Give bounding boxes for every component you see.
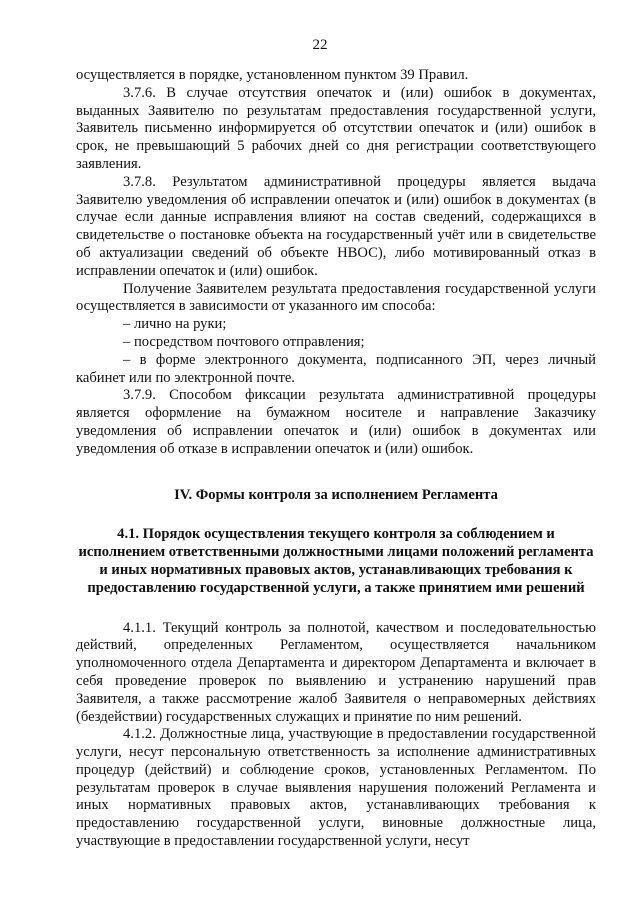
paragraph-3-7-6: 3.7.6. В случае отсутствия опечаток и (или) ошибок в документах, выданных Заявителю по результатам предоставления государственной услуги, Заявитель письменно информируется об отсутствии опечаток и (или) ошибок в срок, не превышающий 5 рабочих дней со дня регистрации соответствующего заявления. [76,84,596,172]
paragraph-result-receipt: Получение Заявителем результата предоставления государственной услуги осуществляется в зависимости от указанного им способа: [76,280,596,315]
paragraph-continuation: осуществляется в порядке, установленном пунктом 39 Правил. [76,67,469,83]
page-number: 22 [312,37,328,53]
list-item-in-person: – лично на руки; [123,316,227,333]
paragraph-4-1-2: 4.1.2. Должностные лица, участвующие в предоставлении государственной услуги, несут персональную ответственность за исполнение административных процедур (действий) и соблюдение сроков, установленных Регламентом. По результатам проверок в случае выявления нарушения положений Регламента и иных нормативных правовых актов, устанавливающих требования к предоставлению государственной услуги, виновные должностные лица, участвующие в предоставлении государственной услуги, несут [76,726,596,850]
paragraph-3-7-9: 3.7.9. Способом фиксации результата административной процедуры является оформление на бумажном носителе и направление Заказчику уведомления об исправлении опечаток и (или) ошибок в документах или уведомления об отказе в исправлении опечаток и (или) ошибок. [76,387,596,457]
paragraph-3-7-8: 3.7.8. Результатом административной процедуры является выдача Заявителю уведомления об исправлении опечаток и (или) ошибок в документах (в случае если данные исправления влияют на состав сведений, содержащихся в свидетельстве о постановке объекта на государственный учёт или в свидетельстве об актуализации сведений об объекте НВОС), либо мотивированный отказ в исправлении опечаток и (или) ошибок. [76,173,596,279]
list-item-postal: – посредством почтового отправления; [123,333,365,350]
document-body [76,67,596,851]
subsection-title: 4.1. Порядок осуществления текущего контроля за соблюдением и исполнением ответственными должностными лицами положений регламента и иных нормативных правовых актов, устанавливающих требования к предоставлению государственной услуги, а также принятием ими решений [78,526,594,596]
section-title: IV. Формы контроля за исполнением Регламента [174,486,498,503]
list-item-electronic: – в форме электронного документа, подписанного ЭП, через личный кабинет или по электронной почте. [76,351,596,386]
paragraph-4-1-1: 4.1.1. Текущий контроль за полнотой, качеством и последовательностью действий, определенных Регламентом, осуществляется начальником уполномоченного отдела Департамента и директором Департамента и включает в себя проведение проверок по выявлению и устранению нарушений прав Заявителя, а также рассмотрение жалоб Заявителя о неправомерных действиях (бездействии) государственных служащих и принятие по ним решений. [76,619,596,725]
